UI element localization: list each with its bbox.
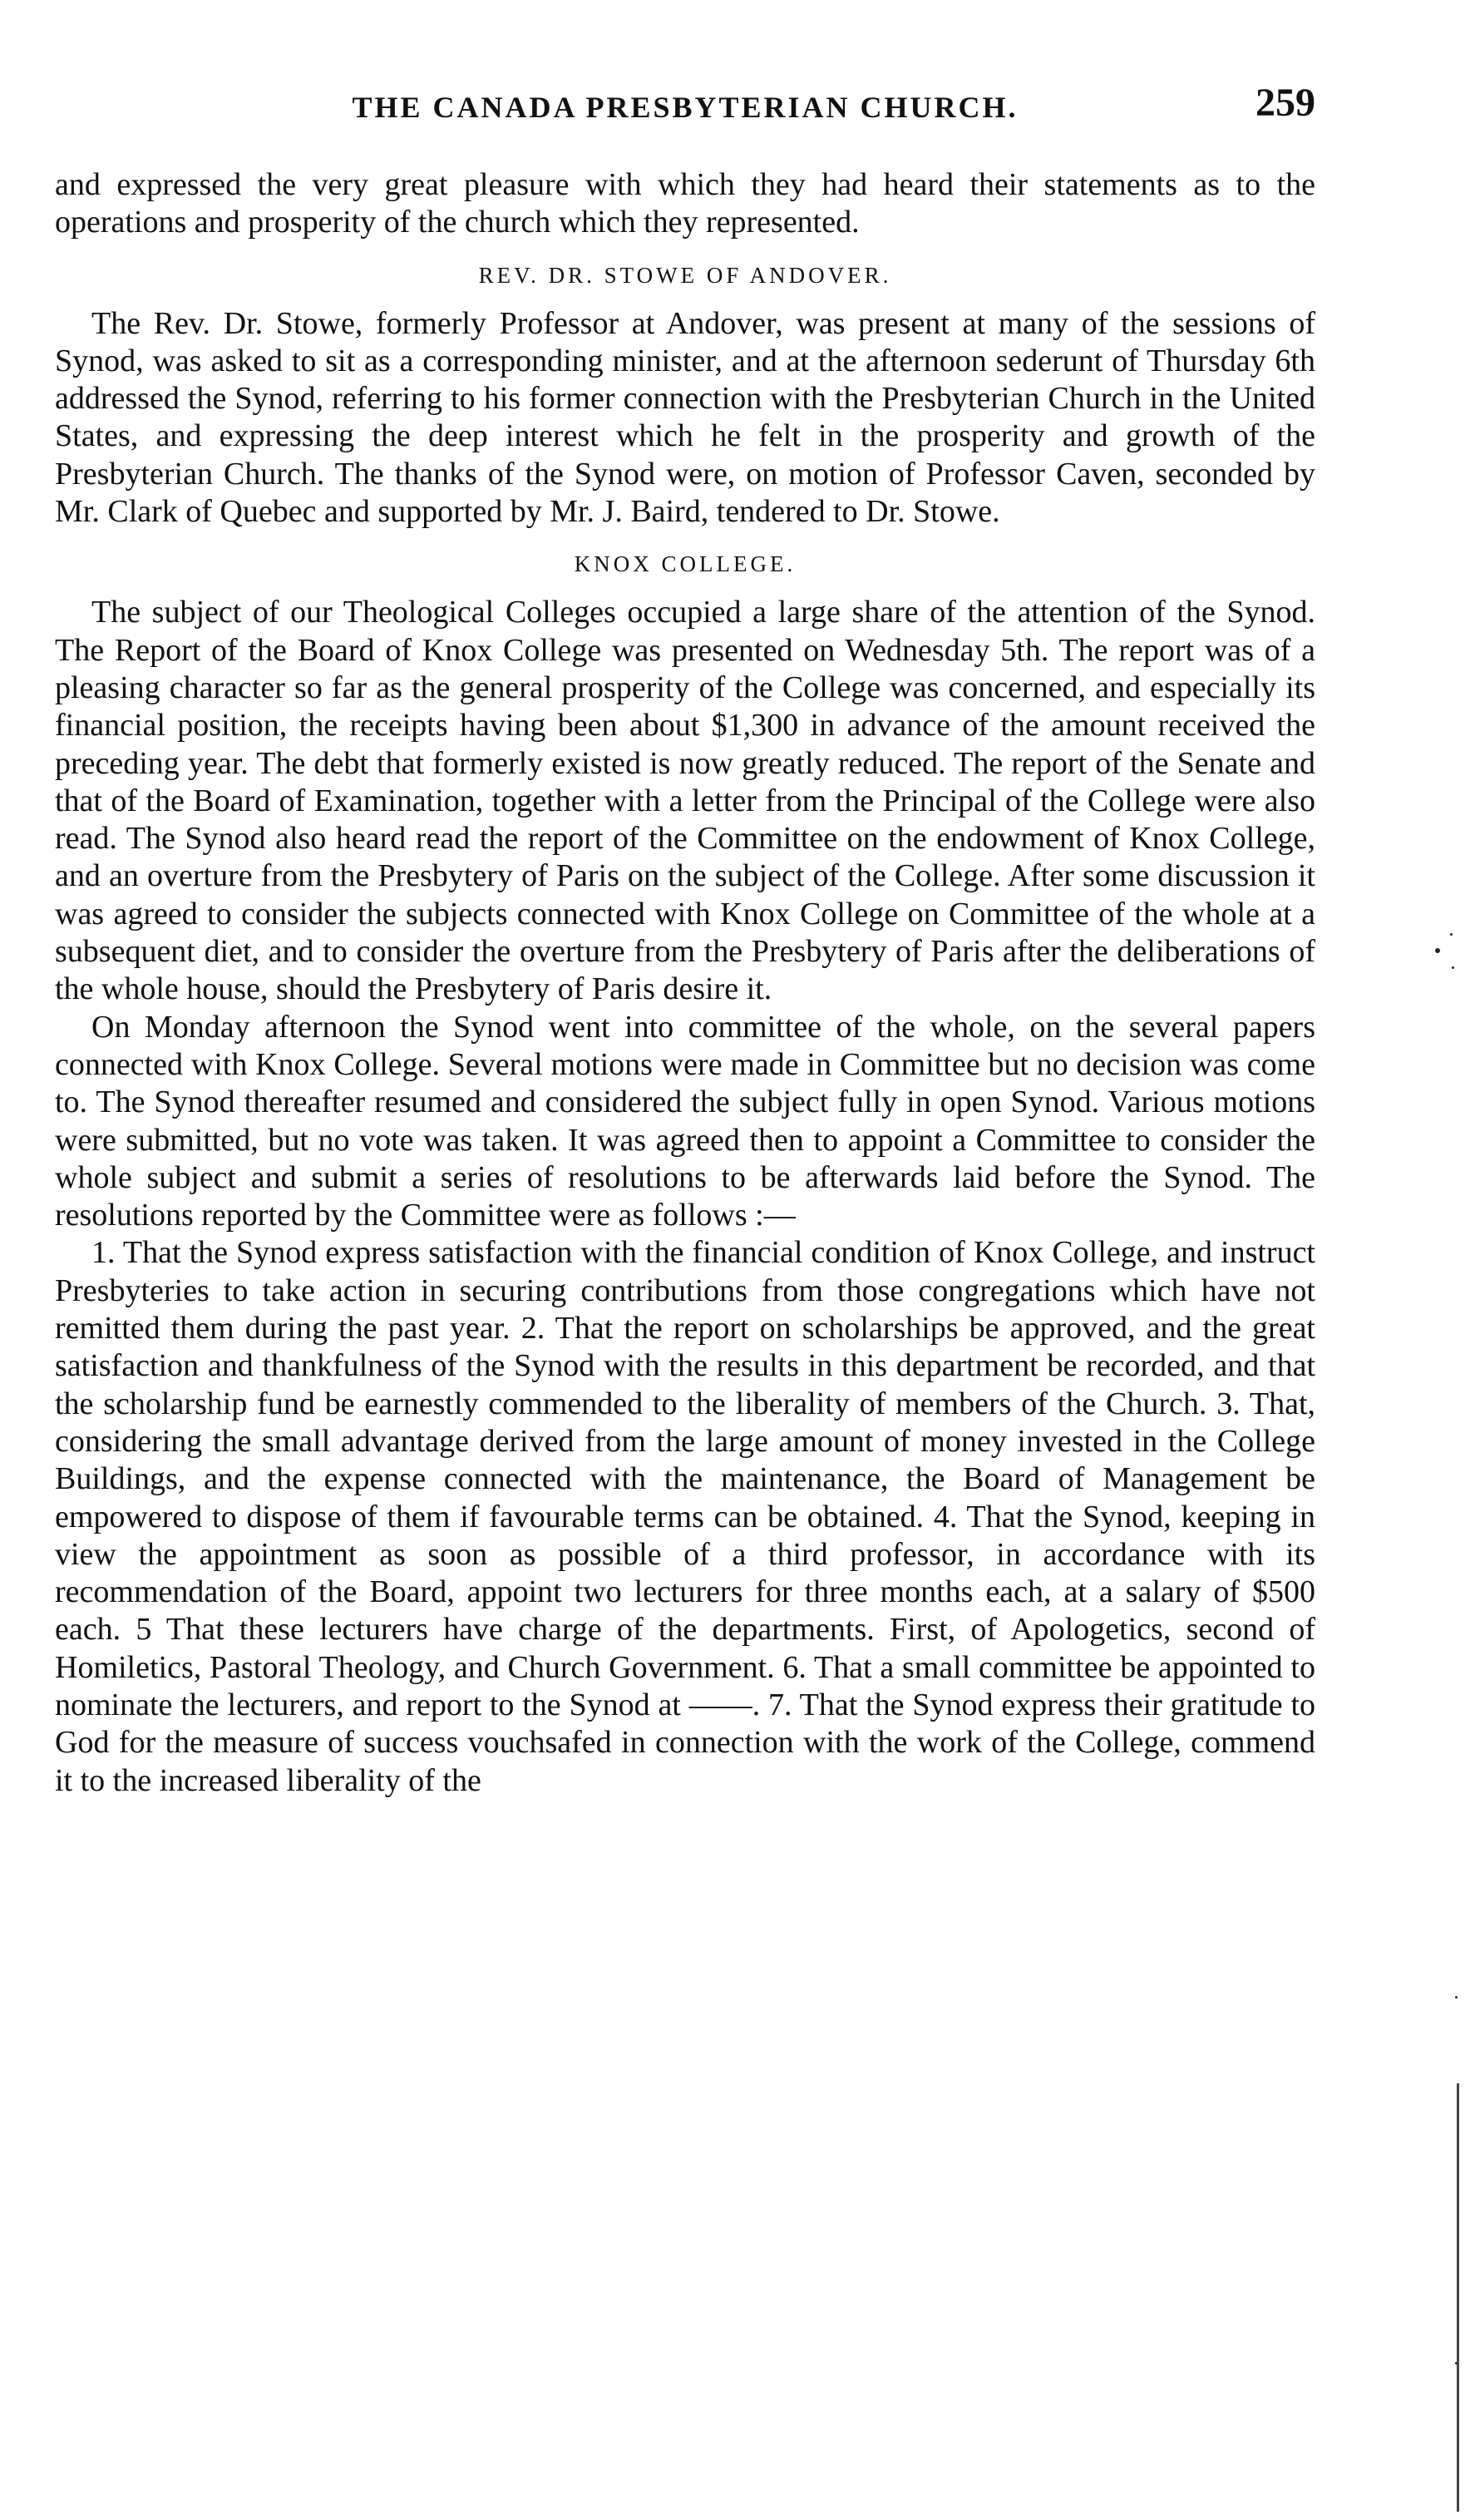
margin-speck	[1452, 966, 1454, 969]
margin-speck	[1455, 1996, 1458, 1999]
knox-college-resolutions: 1. That the Synod express satisfaction with the financial condition of Knox College, and instruct Presbyteries to take action in securing contributions from those congregations which have not remitted them during the past year. 2. That the report on scholarships be approved, and the great satisfaction and thankfulness of the Synod with the results in this department be recorded, and that the scholarship fund be earnestly commended to the liberality of members of the Church. 3. That, considering the small advantage derived from the large amount of money invested in the College Buildings, and the expense connected with the maintenance, the Board of Management be empowered to dispose of them if favourable terms can be obtained. 4. That the Synod, keeping in view the appointment as soon as possible of a third professor, in accordance with its recommendation of the Board, appoint two lecturers for three months each, at a salary of $500 each. 5 That these lecturers have charge of the departments. First, of Apologetics, second of Homiletics, Pastoral Theology, and Church Government. 6. That a small committee be appointed to nominate the lecturers, and report to the Synod at ——. 7. That the Synod express their gratitude to God for the measure of success vouchsafed in connection with the work of the College, commend it to the increased liberality of the	[55, 1235, 1315, 1798]
knox-college-paragraph-1: The subject of our Theological Colleges occupied a large share of the attention of the Synod. The Report of the Board of Knox College was presented on Wednesday 5th. The report was of a pleasing character so far as the general prosperity of the College was concerned, and especially its financial position, the receipts having been about $1,300 in advance of the amount received the preceding year. The debt that formerly existed is now greatly reduced. The report of the Senate and that of the Board of Examination, together with a letter from the Principal of the College were also read. The Synod also heard read the report of the Committee on the endowment of Knox College, and an overture from the Presbytery of Paris on the subject of the College. After some discussion it was agreed to consider the subjects connected with Knox College on Committee of the whole at a subsequent diet, and to consider the overture from the Presbytery of Paris after the deliberations of the whole house, should the Presbytery of Paris desire it.	[55, 595, 1315, 1007]
intro-paragraph: and expressed the very great pleasure with which they had heard their statements as to the operations and prosperity of the church which they represented.	[55, 167, 1315, 240]
section-heading-stowe: REV. DR. STOWE OF ANDOVER.	[478, 262, 892, 288]
knox-college-paragraph-2: On Monday afternoon the Synod went into committee of the whole, on the several papers connected with Knox College. Several motions were made in Committee but no decision was come to. The Synod thereafter resumed and considered the subject fully in open Synod. Various motions were submitted, but no vote was taken. It was agreed then to appoint a Committee to consider the whole subject and submit a series of resolutions to be afterwards laid before the Synod. The resolutions reported by the Committee were as follows :—	[55, 1009, 1315, 1233]
running-title: THE CANADA PRESBYTERIAN CHURCH.	[352, 91, 1019, 124]
section-heading-knox-college: KNOX COLLEGE.	[574, 551, 797, 577]
margin-speck	[1450, 933, 1453, 936]
margin-speck	[1435, 948, 1440, 953]
stowe-paragraph: The Rev. Dr. Stowe, formerly Professor at Andover, was present at many of the sessions of Synod, was asked to sit as a corresponding minister, and at the afternoon sederunt of Thursday 6th addressed the Synod, referring to his former connection with the Presbyterian Church in the United States, and expressing the deep interest which he felt in the prosperity and growth of the Presbyterian Church. The thanks of the Synod were, on motion of Professor Caven, seconded by Mr. Clark of Quebec and supported by Mr. J. Baird, tendered to Dr. Stowe.	[55, 305, 1315, 530]
scan-edge-line	[1457, 2083, 1459, 2512]
page-number: 259	[1255, 81, 1315, 125]
page-header	[55, 72, 1315, 138]
body-text	[55, 166, 1315, 1800]
